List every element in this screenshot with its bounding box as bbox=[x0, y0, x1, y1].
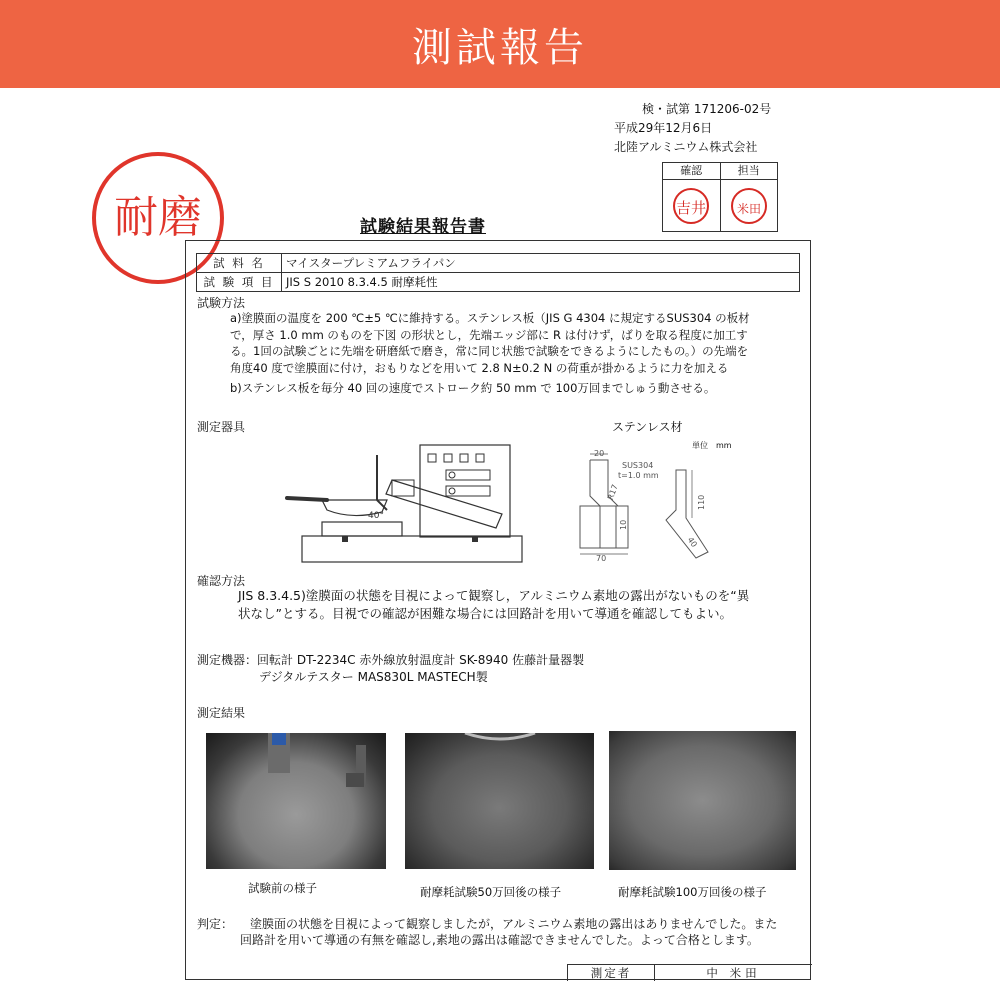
dim-70: 70 bbox=[596, 554, 607, 563]
sample-table bbox=[196, 253, 800, 292]
banner-title: 測試報告 bbox=[412, 24, 588, 71]
instruments-block bbox=[197, 652, 584, 685]
material-label: SUS304 bbox=[622, 461, 654, 470]
svg-text:吉井: 吉井 bbox=[676, 198, 707, 217]
instruments-line: デジタルテスター MAS830L MASTECH製 bbox=[259, 669, 488, 684]
photo-1m-test bbox=[609, 731, 796, 870]
photo-500k-test bbox=[405, 733, 594, 869]
report-meta bbox=[614, 100, 771, 157]
instruments-line: 回転計 DT-2234C 赤外線放射温度計 SK-8940 佐藤計量器製 bbox=[257, 653, 585, 667]
test-item-value: JIS S 2010 8.3.4.5 耐摩耗性 bbox=[282, 273, 800, 292]
header-banner bbox=[0, 0, 1000, 88]
method-a-line: る。1回の試験ごとに先端を研磨紙で磨き，常に同じ状態で試験をできるようにしたもの。）の先端を bbox=[230, 344, 749, 358]
thickness-label: t=1.0 mm bbox=[618, 471, 659, 480]
stamp-charge bbox=[720, 180, 778, 231]
signature-label: 測定者 bbox=[568, 965, 655, 981]
dim-20: 20 bbox=[594, 449, 605, 458]
method-a-line: で，厚さ 1.0 mm のものを下図 の形状とし，先端エッジ部に R は付けず，ばりを取る程度に加工す bbox=[230, 327, 748, 342]
method-a-line: 角度40 度で塗膜面に付け，おもりなどを用いて 2.8 N±0.2 N の荷重が掛かるように力を加える bbox=[230, 360, 729, 375]
unit-label: 単位 mm bbox=[692, 441, 732, 450]
apparatus-diagram bbox=[282, 440, 532, 568]
judgment-line: 塗膜面の状態を目視によって観察しましたが，アルミニウム素地の露出はありませんでした。また bbox=[250, 917, 778, 931]
dim-r17: R17 bbox=[605, 483, 620, 502]
judgment-label: 判定： bbox=[197, 917, 234, 931]
method-a-text bbox=[230, 310, 805, 376]
svg-text:米田: 米田 bbox=[736, 201, 761, 216]
steel-heading: ステンレス材 bbox=[612, 420, 683, 434]
stamp-confirm bbox=[663, 180, 720, 231]
caption-before: 試験前の様子 bbox=[248, 881, 317, 895]
sample-name-value: マイスタープレミアムフライパン bbox=[282, 254, 800, 273]
caption-500k: 耐摩耗試験50万回後の様子 bbox=[420, 885, 562, 899]
dim-40: 40 bbox=[685, 535, 699, 550]
photo-before-test bbox=[206, 733, 386, 869]
steel-diagram bbox=[568, 448, 728, 566]
method-heading: 試験方法 bbox=[197, 296, 246, 310]
caption-1m: 耐摩耗試験100万回後の様子 bbox=[618, 885, 767, 899]
approval-confirm-label: 確認 bbox=[680, 164, 703, 177]
report-number: 検・試第 171206-02号 bbox=[642, 102, 772, 116]
test-item-label: 試 験 項 目 bbox=[197, 273, 282, 292]
dim-10: 10 bbox=[619, 519, 628, 530]
dim-110: 110 bbox=[697, 494, 706, 510]
results-heading: 測定結果 bbox=[197, 706, 246, 720]
apparatus-heading: 測定器具 bbox=[197, 420, 246, 434]
confirm-text bbox=[238, 587, 749, 623]
instruments-heading: 測定機器： bbox=[197, 653, 258, 667]
method-a-line: a)塗膜面の温度を 200 ℃±5 ℃に維持する。ステンレス板（JIS G 4304 に規定するSUS304 の板材 bbox=[230, 311, 750, 325]
signature-box bbox=[567, 964, 812, 981]
judgment-line: 回路計を用いて導通の有無を確認し,素地の露出は確認できませんでした。よって合格とします。 bbox=[240, 933, 759, 947]
svg-text:耐磨: 耐磨 bbox=[114, 192, 202, 243]
confirm-line: JIS 8.3.4.5)塗膜面の状態を目視によって観察し，アルミニウム素地の露出がないものを“異 bbox=[238, 588, 750, 603]
report-date: 平成29年12月6日 bbox=[614, 121, 713, 135]
sample-name-label: 試 料 名 bbox=[197, 254, 282, 273]
confirm-line: 状なし”とする。目視での確認が困難な場合には回路計を用いて導通を確認してもよい。 bbox=[238, 606, 732, 621]
company-name: 北陸アルミニウム株式会社 bbox=[614, 140, 758, 154]
document-title: 試験結果報告書 bbox=[360, 217, 486, 237]
confirm-heading: 確認方法 bbox=[197, 574, 246, 588]
signature-name: 中 米田 bbox=[706, 966, 761, 980]
approval-charge-label: 担当 bbox=[720, 163, 778, 179]
angle-label: 40° bbox=[368, 511, 384, 521]
table-row bbox=[197, 273, 800, 292]
method-b-text: b)ステンレス板を毎分 40 回の速度でストローク約 50 mm で 100万回までしゅう動させる。 bbox=[230, 381, 716, 395]
table-row bbox=[197, 254, 800, 273]
approval-box bbox=[662, 162, 778, 232]
judgment-text bbox=[240, 916, 777, 948]
